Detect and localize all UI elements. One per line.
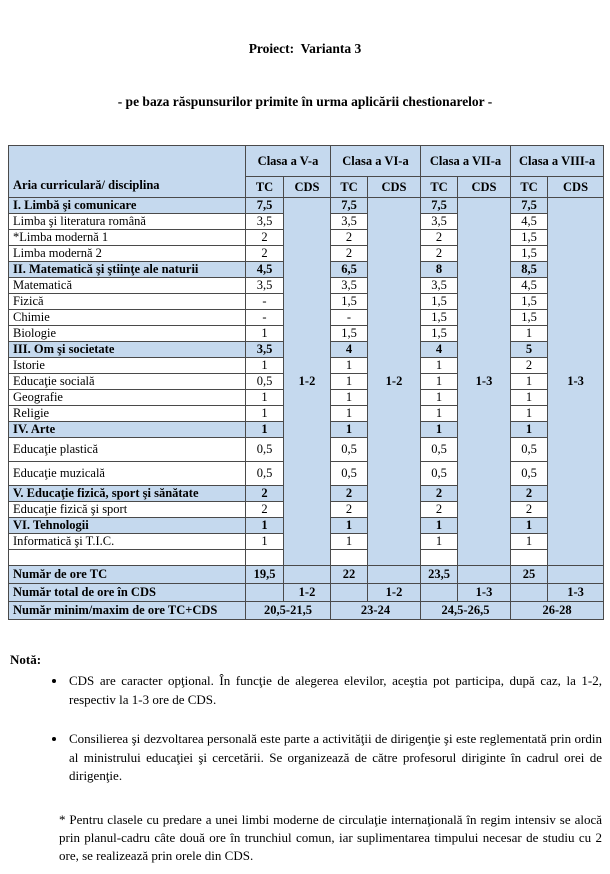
tc-value-cell: 1 [421,517,458,533]
summary-total-value-cell: 26-28 [511,601,604,619]
tc-value-cell: 1,5 [331,293,368,309]
summary-tc-empty-cell [246,583,284,601]
tc-value-cell: 2 [246,501,284,517]
tc-value-cell: 2 [331,245,368,261]
discipline-label-cell: II. Matematică şi ştiinţe ale naturii [9,261,246,277]
tc-value-cell: 2 [331,485,368,501]
tc-value-cell: - [246,309,284,325]
tc-value-cell: 8 [421,261,458,277]
tc-value-cell: 1 [246,389,284,405]
tc-value-cell: 1 [246,533,284,549]
tc-value-cell: 1,5 [511,293,548,309]
tc-value-cell: 2 [511,485,548,501]
cds-merged-value-cell: 1-2 [368,197,421,565]
tc-value-cell: 7,5 [421,197,458,213]
summary-tc-empty-cell [331,583,368,601]
tc-value-cell: 1 [246,517,284,533]
discipline-label-cell: Religie [9,405,246,421]
discipline-label-cell: Biologie [9,325,246,341]
corner-header: Aria curriculară/ disciplina [9,145,246,197]
tc-value-cell: 3,5 [331,277,368,293]
tc-value-cell: 0,5 [421,437,458,461]
footnote-paragraph: * Pentru clasele cu predare a unei limbi moderne de circulaţie internaţională în regim intensiv se alocă prin planul-cadru câte două ore în trunchiul comun, iar suplimentarea timpului necesar de studiu cu 2 ore, se realizează prin orele din CDS. [59,811,602,864]
tc-value-cell: 1 [331,421,368,437]
tc-value-cell: 6,5 [331,261,368,277]
discipline-label-cell: IV. Arte [9,421,246,437]
class-header-7: Clasa a VII-a [421,145,511,176]
tc-value-cell [331,549,368,565]
table-row [9,197,604,213]
tc-value-cell: 1 [421,421,458,437]
summary-label-cell: Număr total de ore în CDS [9,583,246,601]
tc-value-cell [421,549,458,565]
discipline-label-cell: Limba modernă 2 [9,245,246,261]
tc-value-cell: 7,5 [511,197,548,213]
summary-cds-empty-cell [284,565,331,583]
tc-value-cell [511,549,548,565]
tc-value-cell: 0,5 [246,437,284,461]
discipline-label-cell: Geografie [9,389,246,405]
discipline-label-cell [9,549,246,565]
notes-heading: Notă: [10,651,42,667]
summary-cds-value-cell: 1-2 [368,583,421,601]
discipline-label-cell: Educaţie muzicală [9,461,246,485]
tc-value-cell: 1 [246,357,284,373]
document-title-block [0,0,610,128]
tc-value-cell: 0,5 [421,461,458,485]
class-header-8: Clasa a VIII-a [511,145,604,176]
notes-list [10,672,602,785]
cds-header: CDS [548,176,604,197]
discipline-label-cell: I. Limbă şi comunicare [9,197,246,213]
tc-value-cell: 1,5 [511,245,548,261]
summary-tc-empty-cell [511,583,548,601]
cds-merged-value-cell: 1-2 [284,197,331,565]
tc-value-cell: 1,5 [421,309,458,325]
tc-value-cell: 0,5 [246,461,284,485]
tc-value-cell: 1 [511,421,548,437]
tc-value-cell: 7,5 [331,197,368,213]
tc-value-cell: 2 [511,501,548,517]
tc-value-cell: 2 [246,229,284,245]
tc-value-cell: 8,5 [511,261,548,277]
discipline-label-cell: Educaţie plastică [9,437,246,461]
tc-value-cell: 4 [331,341,368,357]
tc-value-cell: 0,5 [511,437,548,461]
tc-value-cell: 1 [331,357,368,373]
summary-tc-empty-cell [421,583,458,601]
summary-row-cds [9,583,604,601]
tc-value-cell: 2 [331,501,368,517]
tc-value-cell: 7,5 [246,197,284,213]
tc-value-cell: 1,5 [511,309,548,325]
summary-cds-value-cell: 1-3 [458,583,511,601]
tc-value-cell: - [331,309,368,325]
note-item: • Consilierea şi dezvoltarea personală este parte a activităţii de dirigenţie şi este reglementată prin ordin al ministrului educaţiei şi cercetării. Se organizează de către profesorul diriginte în cadrul orei de dirigenţie. [67,730,602,785]
tc-value-cell: 1 [421,373,458,389]
summary-row-tc [9,565,604,583]
tc-value-cell: 2 [331,229,368,245]
tc-value-cell: 1 [511,405,548,421]
tc-value-cell: 2 [246,245,284,261]
cds-merged-value-cell: 1-3 [548,197,604,565]
summary-tc-value-cell: 22 [331,565,368,583]
tc-value-cell: 2 [421,229,458,245]
tc-value-cell: 2 [421,245,458,261]
tc-header: TC [246,176,284,197]
tc-value-cell: 4,5 [246,261,284,277]
discipline-label-cell: Educaţie socială [9,373,246,389]
summary-cds-empty-cell [458,565,511,583]
tc-value-cell: 1 [246,421,284,437]
tc-value-cell: 3,5 [331,213,368,229]
tc-value-cell: 1 [331,405,368,421]
class-header-6: Clasa a VI-a [331,145,421,176]
tc-value-cell: 0,5 [331,461,368,485]
table-header-row-classes [9,145,604,176]
summary-label-cell: Număr minim/maxim de ore TC+CDS [9,601,246,619]
tc-value-cell: 3,5 [421,277,458,293]
tc-value-cell: 1 [421,389,458,405]
tc-value-cell: 5 [511,341,548,357]
tc-value-cell: 3,5 [246,277,284,293]
tc-value-cell: 1,5 [511,229,548,245]
tc-header: TC [511,176,548,197]
tc-value-cell: 1 [421,405,458,421]
tc-value-cell: 1 [421,357,458,373]
summary-row-total [9,601,604,619]
tc-value-cell: 1 [511,325,548,341]
tc-value-cell: - [246,293,284,309]
discipline-label-cell: VI. Tehnologii [9,517,246,533]
tc-value-cell: 1 [331,517,368,533]
cds-header: CDS [458,176,511,197]
summary-total-value-cell: 23-24 [331,601,421,619]
tc-value-cell: 3,5 [421,213,458,229]
discipline-label-cell: Informatică şi T.I.C. [9,533,246,549]
tc-value-cell: 4,5 [511,277,548,293]
tc-value-cell: 4,5 [511,213,548,229]
summary-cds-empty-cell [548,565,604,583]
class-header-5: Clasa a V-a [246,145,331,176]
tc-value-cell: 0,5 [511,461,548,485]
summary-tc-value-cell: 25 [511,565,548,583]
tc-value-cell: 1 [511,373,548,389]
discipline-label-cell: Fizică [9,293,246,309]
tc-value-cell: 2 [511,357,548,373]
tc-value-cell [246,549,284,565]
discipline-label-cell: Chimie [9,309,246,325]
cds-merged-value-cell: 1-3 [458,197,511,565]
tc-value-cell: 1,5 [421,293,458,309]
tc-value-cell: 1 [511,517,548,533]
summary-label-cell: Număr de ore TC [9,565,246,583]
summary-tc-value-cell: 23,5 [421,565,458,583]
notes-section [10,651,602,866]
tc-value-cell: 1 [331,389,368,405]
tc-value-cell: 1 [511,389,548,405]
cds-header: CDS [284,176,331,197]
curriculum-table [8,145,604,620]
tc-header: TC [331,176,368,197]
summary-total-value-cell: 24,5-26,5 [421,601,511,619]
document-title-line2: - pe baza răspunsurilor primite în urma aplicării chestionarelor - [117,93,493,109]
discipline-label-cell: V. Educaţie fizică, sport şi sănătate [9,485,246,501]
discipline-label-cell: III. Om şi societate [9,341,246,357]
tc-value-cell: 1,5 [331,325,368,341]
tc-value-cell: 1 [511,533,548,549]
summary-cds-value-cell: 1-2 [284,583,331,601]
tc-value-cell: 1 [246,325,284,341]
discipline-label-cell: Limba şi literatura română [9,213,246,229]
note-item: • CDS are caracter opţional. În funcţie de alegerea elevilor, aceştia pot participa, după caz, la 1-2, respectiv la 1-3 ore de CDS. [67,672,602,709]
discipline-label-cell: Istorie [9,357,246,373]
discipline-label-cell: *Limba modernă 1 [9,229,246,245]
discipline-label-cell: Matematică [9,277,246,293]
tc-value-cell: 3,5 [246,213,284,229]
tc-value-cell: 1 [246,405,284,421]
discipline-label-cell: Educaţie fizică şi sport [9,501,246,517]
summary-cds-empty-cell [368,565,421,583]
tc-value-cell: 1,5 [421,325,458,341]
tc-value-cell: 1 [421,533,458,549]
tc-header: TC [421,176,458,197]
summary-tc-value-cell: 19,5 [246,565,284,583]
tc-value-cell: 2 [421,485,458,501]
tc-value-cell: 3,5 [246,341,284,357]
summary-total-value-cell: 20,5-21,5 [246,601,331,619]
tc-value-cell: 4 [421,341,458,357]
tc-value-cell: 1 [331,533,368,549]
tc-value-cell: 0,5 [331,437,368,461]
tc-value-cell: 1 [331,373,368,389]
tc-value-cell: 2 [246,485,284,501]
tc-value-cell: 2 [421,501,458,517]
document-title-line1: Proiect: Varianta 3 [248,41,362,57]
cds-header: CDS [368,176,421,197]
summary-cds-value-cell: 1-3 [548,583,604,601]
tc-value-cell: 0,5 [246,373,284,389]
